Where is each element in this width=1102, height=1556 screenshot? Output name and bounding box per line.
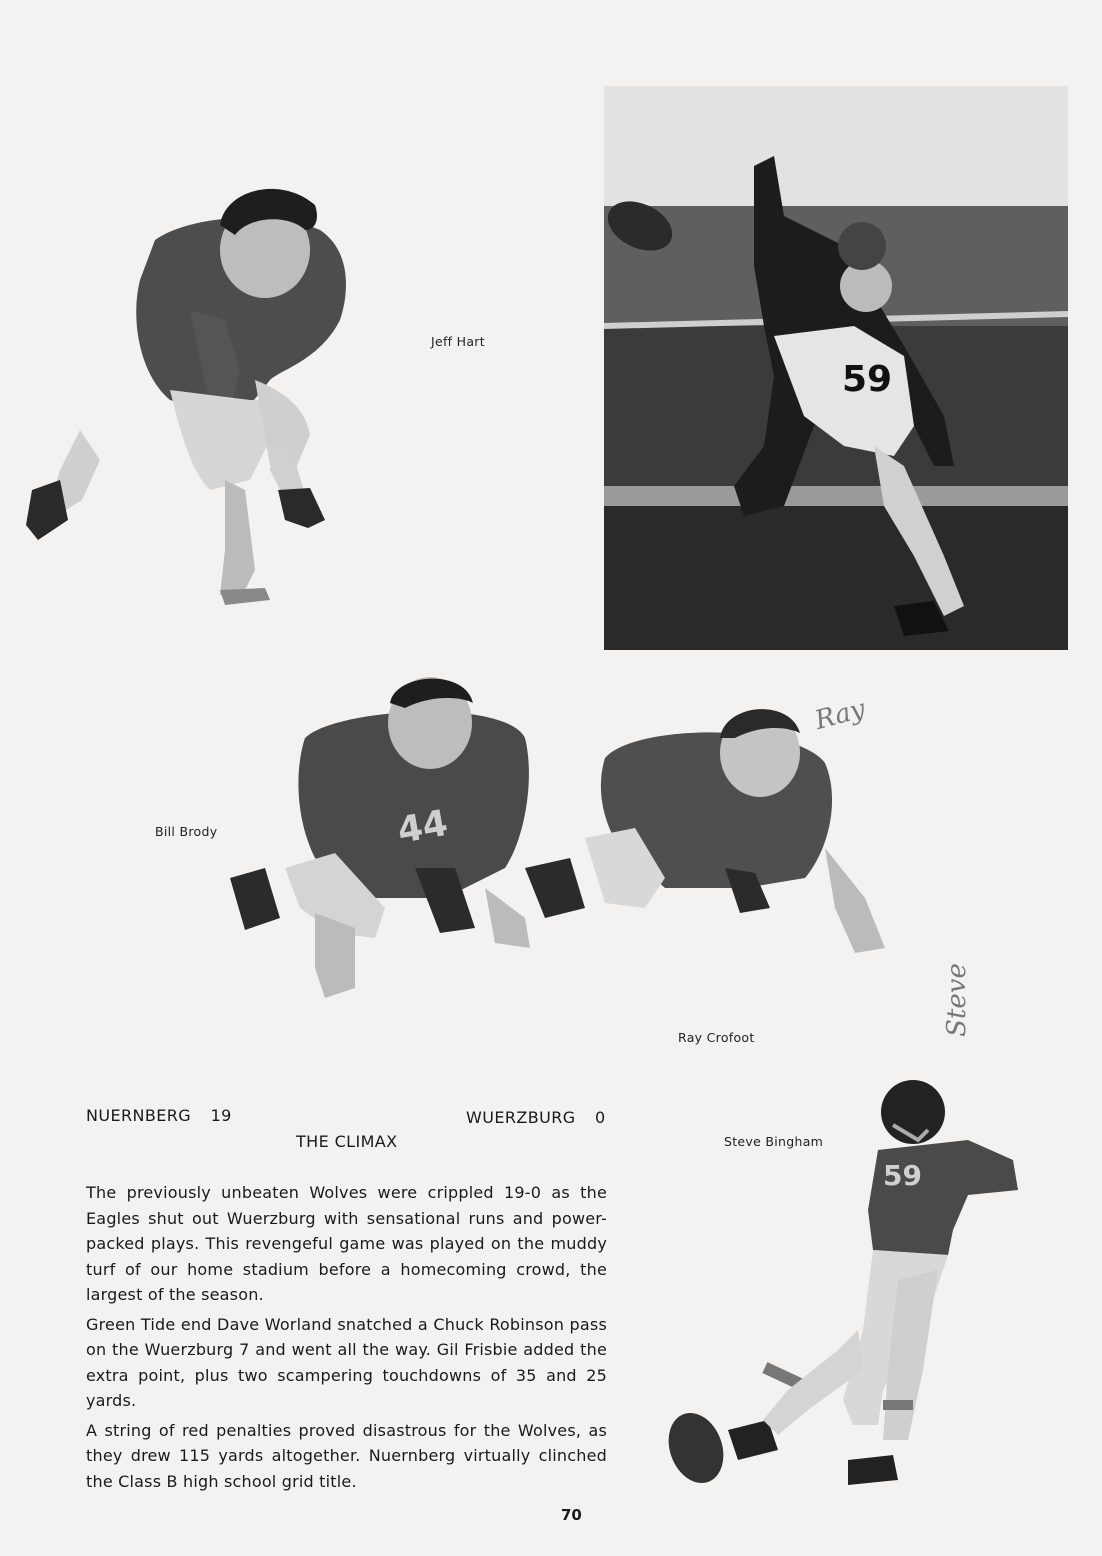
away-team: WUERZBURG	[466, 1108, 576, 1127]
action-jersey-number: 59	[842, 359, 893, 400]
caption-bill-brody: Bill Brody	[155, 824, 218, 839]
caption-jeff-hart: Jeff Hart	[431, 334, 485, 349]
steve-bingham-photo	[668, 1070, 1028, 1490]
brody-jersey-number: 44	[394, 802, 451, 852]
caption-ray-crofoot: Ray Crofoot	[678, 1030, 755, 1045]
headline: THE CLIMAX	[296, 1132, 398, 1151]
jeff-hart-photo	[20, 170, 360, 610]
action-photo	[604, 86, 1068, 650]
article-paragraph-3: A string of red penalties proved disastrous for the Wolves, as they drew 115 yards altogether. Nuernberg virtually clinched the Class B high school grid title.	[86, 1420, 607, 1491]
away-score: 0	[595, 1108, 606, 1127]
page-number: 70	[561, 1506, 582, 1524]
score-home	[86, 1106, 232, 1125]
caption-steve-bingham: Steve Bingham	[724, 1134, 824, 1149]
score-away	[466, 1108, 606, 1127]
home-team: NUERNBERG	[86, 1106, 192, 1125]
bingham-jersey-number: 59	[883, 1159, 922, 1192]
article-paragraph-2: Green Tide end Dave Worland snatched a Chuck Robinson pass on the Wuerzburg 7 and went all the way. Gil Frisbie added the extra point, plus two scampering touchdowns of 35 and 25 yards.	[86, 1314, 607, 1410]
home-score: 19	[210, 1106, 232, 1125]
handwritten-steve: Steve	[941, 963, 972, 1037]
article-body	[86, 1180, 607, 1498]
handwritten-ray: Ray	[811, 693, 869, 737]
article-paragraph-1: The previously unbeaten Wolves were crippled 19-0 as the Eagles shut out Wuerzburg with sensational runs and power-packed plays. This revengeful game was played on the muddy turf of our home stadium before a homecoming crowd, the largest of the season.	[86, 1183, 607, 1304]
action-photo-scene	[604, 86, 1068, 650]
brody-crofoot-photo	[225, 668, 905, 1008]
